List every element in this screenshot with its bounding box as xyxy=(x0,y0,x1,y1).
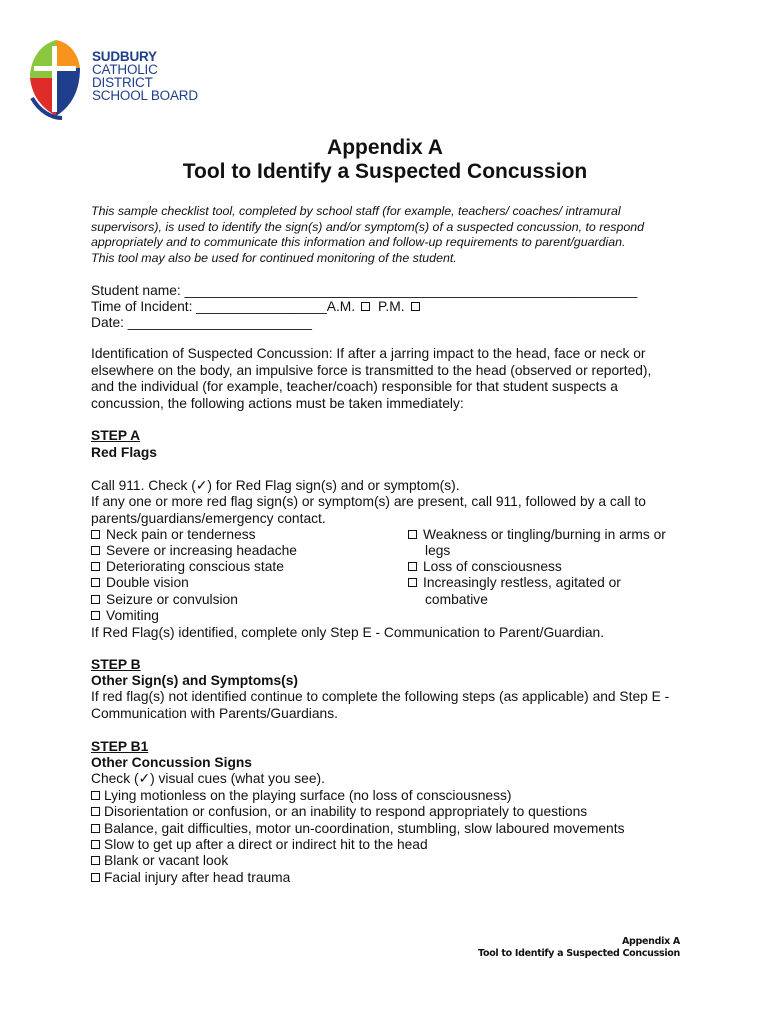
checkbox[interactable] xyxy=(91,546,100,555)
concussion-sign-item[interactable]: Disorientation or confusion, or an inability to respond appropriately to questions xyxy=(91,804,587,820)
red-flag-item[interactable]: Severe or increasing headache xyxy=(91,543,297,559)
checkbox[interactable] xyxy=(408,578,417,587)
step-a-subheading: Red Flags xyxy=(91,445,157,460)
concussion-sign-item[interactable]: Balance, gait difficulties, motor un-coordination, stumbling, slow laboured movements xyxy=(91,821,624,837)
red-flag-item-cont: legs xyxy=(425,543,451,558)
checkbox[interactable] xyxy=(91,873,100,882)
red-flag-item[interactable]: Neck pain or tenderness xyxy=(91,527,256,543)
org-line: CATHOLIC xyxy=(92,62,158,77)
red-flag-item[interactable]: Deteriorating conscious state xyxy=(91,559,284,575)
checkbox[interactable] xyxy=(91,824,100,833)
step-b1-heading: STEP B1 xyxy=(91,739,149,754)
student-name-field[interactable]: Student name: ___________________________________________________________ xyxy=(91,283,638,298)
checkbox[interactable] xyxy=(91,578,100,587)
school-board-logo xyxy=(22,38,202,122)
step-b-subheading: Other Sign(s) and Symptoms(s) xyxy=(91,673,298,688)
date-field[interactable]: Date: ________________________ xyxy=(91,315,312,330)
step-a-heading: STEP A xyxy=(91,428,141,443)
red-flag-item-cont: combative xyxy=(425,592,488,607)
time-label: Time of Incident: _________________A.M. xyxy=(91,299,356,314)
am-checkbox[interactable] xyxy=(361,302,370,311)
checkbox[interactable] xyxy=(91,595,100,604)
concussion-sign-item[interactable]: Facial injury after head trauma xyxy=(91,870,290,886)
page-title: Appendix A xyxy=(327,136,443,159)
checkbox[interactable] xyxy=(91,530,100,539)
checkbox[interactable] xyxy=(408,562,417,571)
footer-line1: Appendix A xyxy=(621,936,680,947)
step-a-footer-note: If Red Flag(s) identified, complete only Step E - Communication to Parent/Guardian. xyxy=(91,625,605,640)
step-b1-subheading: Other Concussion Signs xyxy=(91,755,252,770)
identification-paragraph: Identification of Suspected Concussion: If after a jarring impact to the head, face or neck or elsewhere on the body, an impulsive force is transmitted to the head (observed or reported), and the individual (for example, teacher/coach) responsible for that student suspects a concussion, the following actions must be taken immediately: xyxy=(91,346,652,411)
pm-label: P.M. xyxy=(377,299,405,314)
checkbox[interactable] xyxy=(408,530,417,539)
concussion-sign-item[interactable]: Slow to get up after a direct or indirect hit to the head xyxy=(91,837,428,853)
org-line: SCHOOL BOARD xyxy=(92,88,198,103)
org-line: DISTRICT xyxy=(92,75,153,90)
pm-checkbox[interactable] xyxy=(411,302,420,311)
checkbox[interactable] xyxy=(91,840,100,849)
concussion-sign-item[interactable]: Blank or vacant look xyxy=(91,853,228,869)
cross-shield-logo-icon xyxy=(22,38,86,122)
concussion-sign-item[interactable]: Lying motionless on the playing surface (no loss of consciousness) xyxy=(91,788,511,804)
time-of-incident-field[interactable] xyxy=(91,299,426,314)
intro-paragraph: This sample checklist tool, completed by school staff (for example, teachers/ coaches/ intramural supervisors), is used to identify the sign(s) and/or symptom(s) of a suspected concussion, to respond appropriately and to communicate this information and follow-up requirements to parent/guardian. This tool may also be used for continued monitoring of the student. xyxy=(91,204,645,265)
org-line: SUDBURY xyxy=(92,49,157,64)
checkbox[interactable] xyxy=(91,791,100,800)
red-flag-item[interactable]: Weakness or tingling/burning in arms or xyxy=(408,527,666,543)
red-flag-item[interactable]: Seizure or convulsion xyxy=(91,592,238,608)
step-b1-check: Check (✓) visual cues (what you see). xyxy=(91,771,325,786)
footer-line2: Tool to Identify a Suspected Concussion xyxy=(478,948,680,959)
checkbox[interactable] xyxy=(91,611,100,620)
step-b-text: If red flag(s) not identified continue to complete the following steps (as applicable) and Step E - Communication with Parents/Guardians. xyxy=(91,689,670,721)
checkbox[interactable] xyxy=(91,856,100,865)
red-flag-item[interactable]: Increasingly restless, agitated or xyxy=(408,575,621,591)
page-subtitle: Tool to Identify a Suspected Concussion xyxy=(182,160,588,183)
red-flag-item[interactable]: Vomiting xyxy=(91,608,159,624)
step-a-call: Call 911. Check (✓) for Red Flag sign(s) and or symptom(s). xyxy=(91,478,460,493)
step-b-heading: STEP B xyxy=(91,657,141,672)
red-flag-item[interactable]: Loss of consciousness xyxy=(408,559,562,575)
checkbox[interactable] xyxy=(91,807,100,816)
step-a-instructions: If any one or more red flag sign(s) or symptom(s) are present, call 911, followed by a call to parents/guardians/emergency contact. xyxy=(91,494,646,526)
red-flag-item[interactable]: Double vision xyxy=(91,575,189,591)
org-name xyxy=(92,50,198,102)
checkbox[interactable] xyxy=(91,562,100,571)
